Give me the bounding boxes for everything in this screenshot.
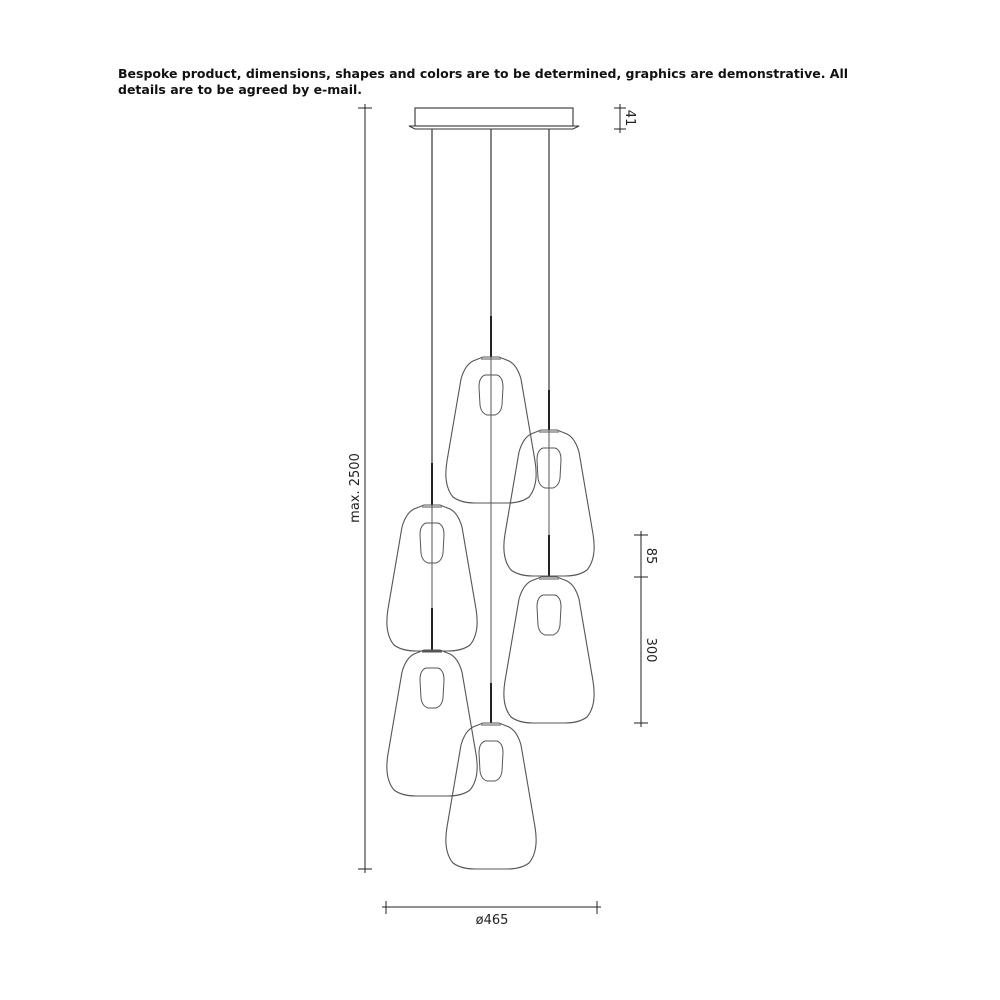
- pendant-4: [504, 577, 594, 723]
- max-height-label: max. 2500: [348, 453, 363, 523]
- pendant-5: [387, 650, 477, 796]
- fitting-height-label: 85: [643, 547, 658, 565]
- disclaimer-line-1: Bespoke product, dimensions, shapes and colors are to be determined, graphics are demonstrative. All: [118, 66, 849, 81]
- canopy: [409, 108, 579, 129]
- shade-height-label: 300: [643, 637, 658, 663]
- disclaimer-line-2: details are to be agreed by e-mail.: [118, 82, 363, 97]
- pendant-6: [446, 723, 536, 869]
- diameter-label: ø465: [475, 913, 509, 928]
- canopy-height-label: 41: [622, 109, 637, 127]
